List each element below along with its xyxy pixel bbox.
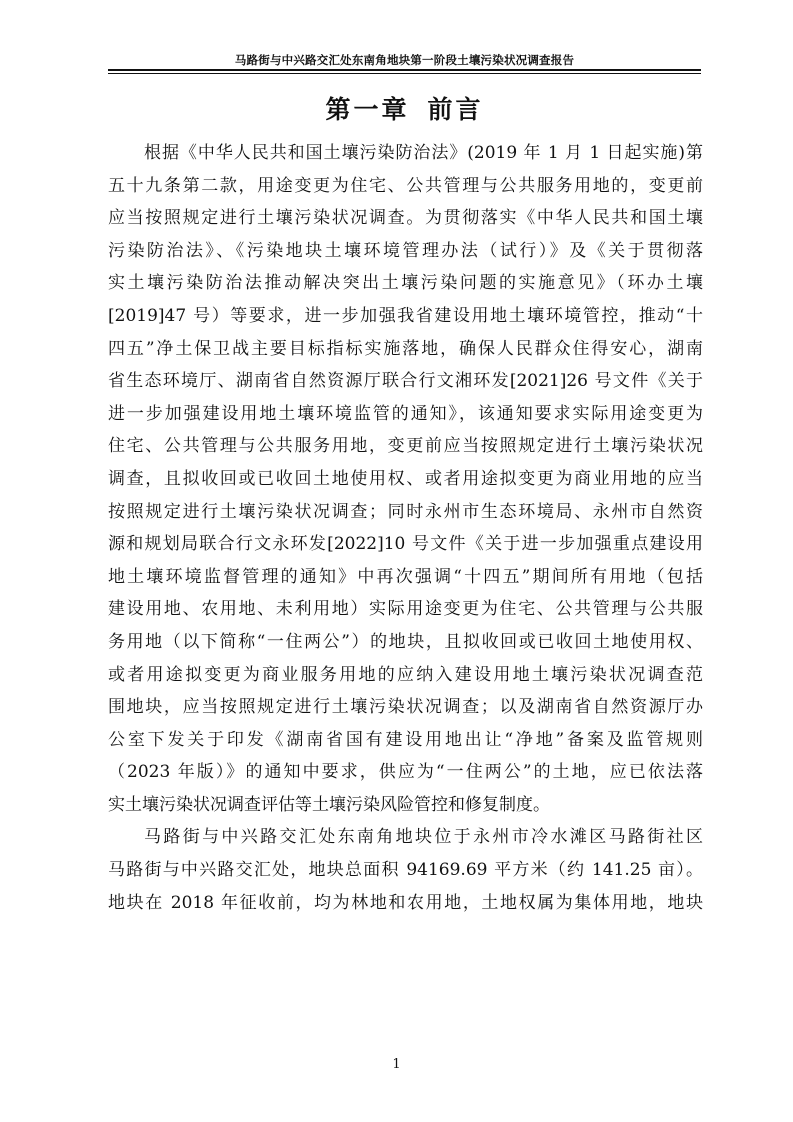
page-number: 1 — [392, 1057, 401, 1072]
header-rule-thick — [108, 69, 701, 71]
paragraph-1-line: 围地块，应当按照规定进行土壤污染状况调查；以及湖南省自然资源厅办 — [108, 697, 703, 718]
paragraph-1-line: 四五”净土保卫战主要目标指标实施落地，确保人民群众住得安心，湖南 — [108, 338, 703, 359]
paragraph-1-line: 实土壤污染状况调查评估等土壤污染风险管控和修复制度。 — [108, 794, 550, 815]
body-text — [108, 137, 703, 919]
paragraph-1-line: 务用地（以下简称“一住两公”）的地块，且拟收回或已收回土地使用权、 — [108, 631, 703, 652]
paragraph-1-line: 调查，且拟收回或已收回土地使用权、或者用途拟变更为商业用地的应当 — [108, 468, 703, 489]
chapter-number: 第一章 — [325, 95, 410, 124]
paragraph-1-line: 省生态环境厅、湖南省自然资源厅联合行文湘环发[2021]26 号文件《关于 — [108, 371, 703, 392]
paragraph-1-line: 五十九条第二款，用途变更为住宅、公共管理与公共服务用地的，变更前 — [108, 175, 703, 196]
paragraph-1-line: [2019]47 号）等要求，进一步加强我省建设用地土壤环境管控，推动“十 — [108, 305, 703, 326]
paragraph-1-line: 污染防治法》、《污染地块土壤环境管理办法（试行）》及《关于贯彻落 — [108, 240, 703, 261]
paragraph-1-line: 根据《中华人民共和国土壤污染防治法》(2019 年 1 月 1 日起实施)第 — [144, 143, 703, 163]
paragraph-1-line: （2023 年版）》的通知中要求，供应为“一住两公”的土地，应已依法落 — [108, 762, 703, 783]
header-rule-thin — [108, 73, 701, 74]
chapter-title — [108, 90, 701, 126]
paragraph-1-line: 或者用途拟变更为商业服务用地的应纳入建设用地土壤污染状况调查范 — [108, 664, 703, 685]
paragraph-1-line: 公室下发关于印发《湖南省国有建设用地出让“净地”备案及监管规则 — [108, 729, 703, 750]
paragraph-1-line: 地土壤环境监督管理的通知》中再次强调“十四五”期间所有用地（包括 — [108, 566, 703, 587]
paragraph-2-line: 马路街与中兴路交汇处东南角地块位于永州市冷水滩区马路街社区 — [144, 827, 703, 848]
paragraph-2-line: 马路街与中兴路交汇处，地块总面积 94169.69 平方米（约 141.25 亩）。 — [108, 860, 703, 881]
paragraph-1-line: 住宅、公共管理与公共服务用地，变更前应当按照规定进行土壤污染状况 — [108, 436, 703, 457]
chapter-name: 前言 — [427, 95, 484, 124]
running-header: 马路街与中兴路交汇处东南角地块第一阶段土壤污染状况调查报告 — [234, 53, 575, 67]
paragraph-1-line: 实土壤污染防治法推动解决突出土壤污染问题的实施意见》（环办土壤 — [108, 273, 703, 294]
paragraph-1-line: 源和规划局联合行文永环发[2022]10 号文件《关于进一步加强重点建设用 — [108, 534, 703, 555]
paragraph-1-line: 按照规定进行土壤污染状况调查；同时永州市生态环境局、永州市自然资 — [108, 501, 703, 522]
paragraph-1-line: 建设用地、农用地、未利用地）实际用途变更为住宅、公共管理与公共服 — [108, 599, 703, 620]
paragraph-2-line: 地块在 2018 年征收前，均为林地和农用地，土地权属为集体用地，地块 — [108, 892, 703, 913]
paragraph-1-line: 应当按照规定进行土壤污染状况调查。为贯彻落实《中华人民共和国土壤 — [108, 208, 703, 229]
paragraph-1-line: 进一步加强建设用地土壤环境监管的通知》，该通知要求实际用途变更为 — [108, 403, 703, 424]
